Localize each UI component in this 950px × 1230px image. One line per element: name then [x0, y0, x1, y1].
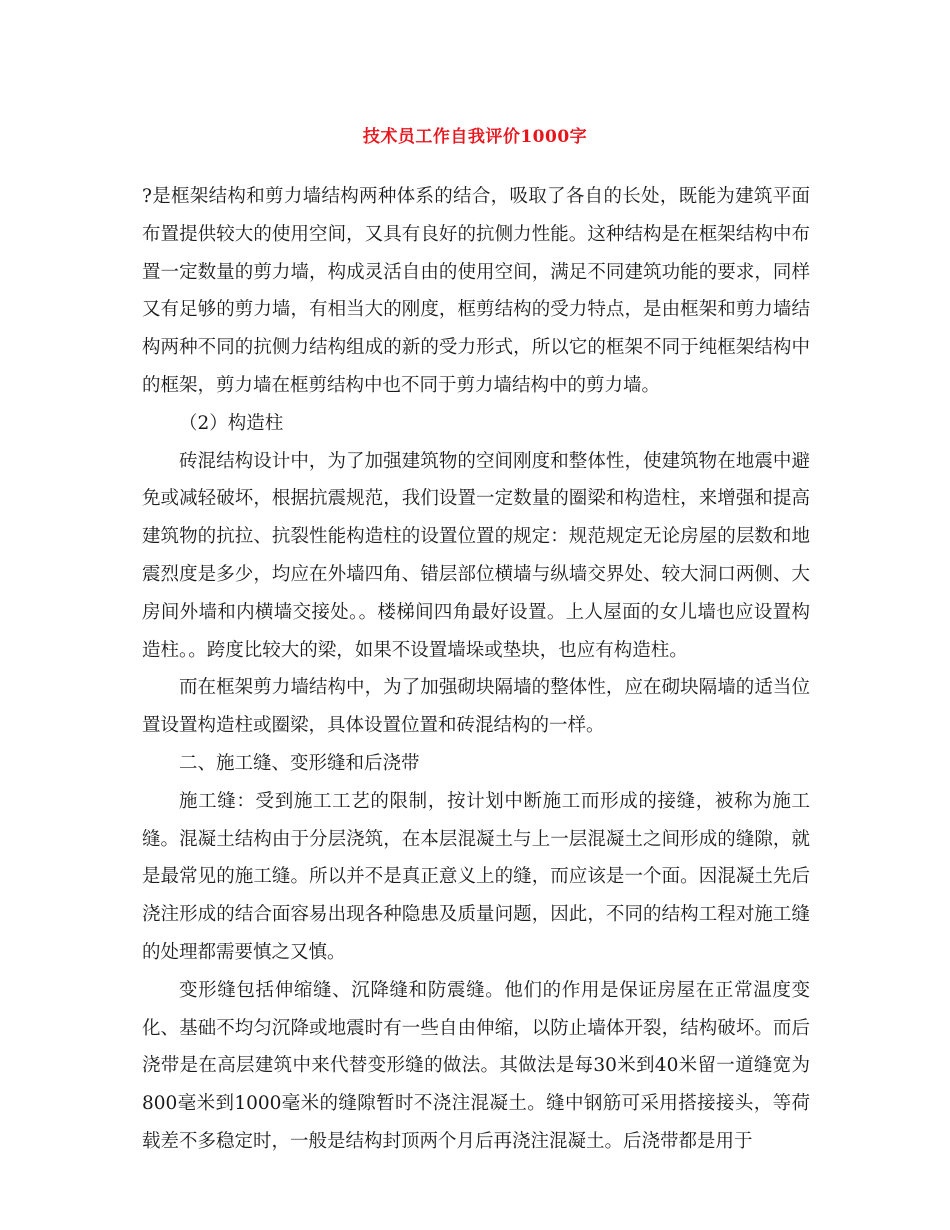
paragraph-brick-concrete: 砖混结构设计中，为了加强建筑物的空间刚度和整体性，使建筑物在地震中避免或减轻破坏，根据抗震规范，我们设置一定数量的圈梁和构造柱，来增强和提高建筑物的抗拉、抗裂性能构造柱的设置位置的规定：规范规定无论房屋的层数和地震烈度是多少，均应在外墙四角、错层部位横墙与纵墙交界处、较大洞口两侧、大房间外墙和内横墙交接处。。楼梯间四角最好设置。上人屋面的女儿墙也应设置构造柱。。跨度比较大的梁，如果不设置墙垛或垫块，也应有构造柱。	[142, 450, 810, 661]
paragraph-construction-joint: 施工缝：受到施工工艺的限制，按计划中断施工而形成的接缝，被称为施工缝。混凝土结构由于分层浇筑，在本层混凝土与上一层混凝土之间形成的缝隙，就是最常见的施工缝。所以并不是真正意义上的缝，而应该是一个面。因混凝土先后浇注形成的结合面容易出现各种隐患及质量问题，因此，不同的结构工程对施工缝的处理都需要慎之又慎。	[142, 790, 810, 963]
document-title: 技术员工作自我评价1000字	[362, 127, 588, 147]
section-heading-joints: 二、施工缝、变形缝和后浇带	[179, 752, 420, 774]
paragraph-frame-shear-wall-partition: 而在框架剪力墙结构中，为了加强砌块隔墙的整体性，应在砌块隔墙的适当位置设置构造柱或圈梁，具体设置位置和砖混结构的一样。	[142, 677, 810, 737]
section-heading-constructional-column: （2）构造柱	[179, 412, 284, 434]
document-body	[142, 178, 810, 1161]
paragraph-frame-shear-wall: ?是框架结构和剪力墙结构两种体系的结合，吸取了各自的长处，既能为建筑平面布置提供较大的使用空间，又具有良好的抗侧力性能。这种结构是在框架结构中布置一定数量的剪力墙，构成灵活自由的使用空间，满足不同建筑功能的要求，同样又有足够的剪力墙，有相当大的刚度，框剪结构的受力特点，是由框架和剪力墙结构两种不同的抗侧力结构组成的新的受力形式，所以它的框架不同于纯框架结构中的框架，剪力墙在框剪结构中也不同于剪力墙结构中的剪力墙。	[142, 186, 810, 396]
paragraph-deformation-joint: 变形缝包括伸缩缝、沉降缝和防震缝。他们的作用是保证房屋在正常温度变化、基础不均匀沉降或地震时有一些自由伸缩，以防止墙体开裂，结构破坏。而后浇带是在高层建筑中来代替变形缝的做法。其做法是每30米到40米留一道缝宽为800毫米到1000毫米的缝隙暂时不浇注混凝土。缝中钢筋可采用搭接接头，等荷载差不多稳定时，一般是结构封顶两个月后再浇注混凝土。后浇带都是用于	[142, 979, 810, 1152]
